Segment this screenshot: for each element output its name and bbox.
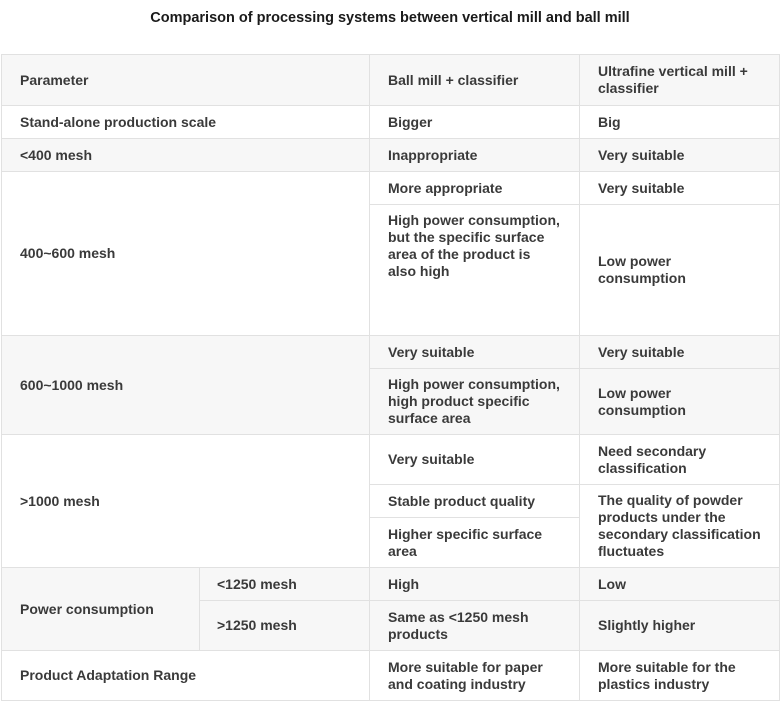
row-label: Power consumption xyxy=(2,568,200,651)
table-row xyxy=(2,568,780,601)
header-ball-mill: Ball mill + classifier xyxy=(370,55,580,106)
ball-mill-cell: More appropriate xyxy=(370,172,580,205)
comparison-table xyxy=(1,54,780,701)
row-label: >1000 mesh xyxy=(2,435,370,568)
vertical-mill-cell: Big xyxy=(580,106,780,139)
ball-mill-cell: Very suitable xyxy=(370,435,580,485)
table-row xyxy=(2,435,780,485)
ball-mill-cell: Bigger xyxy=(370,106,580,139)
ball-mill-cell: Same as <1250 mesh products xyxy=(370,601,580,651)
row-label: Stand-alone production scale xyxy=(2,106,370,139)
header-parameter: Parameter xyxy=(2,55,370,106)
row-sublabel: >1250 mesh xyxy=(200,601,370,651)
ball-mill-cell: Higher specific surface area xyxy=(370,518,580,568)
vertical-mill-cell: Very suitable xyxy=(580,336,780,369)
ball-mill-cell: Inappropriate xyxy=(370,139,580,172)
ball-mill-cell: High xyxy=(370,568,580,601)
ball-mill-cell: Very suitable xyxy=(370,336,580,369)
ball-mill-cell: High power consumption, high product specific surface area xyxy=(370,369,580,435)
row-label: <400 mesh xyxy=(2,139,370,172)
table-row xyxy=(2,651,780,701)
vertical-mill-cell: Low xyxy=(580,568,780,601)
row-label: 600~1000 mesh xyxy=(2,336,370,435)
table-row xyxy=(2,336,780,369)
vertical-mill-cell: Low power consumption xyxy=(580,205,780,336)
row-label: Product Adaptation Range xyxy=(2,651,370,701)
table-row xyxy=(2,139,780,172)
vertical-mill-cell: Need secondary classification xyxy=(580,435,780,485)
vertical-mill-cell: Low power consumption xyxy=(580,369,780,435)
row-label: 400~600 mesh xyxy=(2,172,370,336)
vertical-mill-cell: Very suitable xyxy=(580,139,780,172)
ball-mill-cell: Stable product quality xyxy=(370,485,580,518)
header-vertical-mill: Ultrafine vertical mill + classifier xyxy=(580,55,780,106)
vertical-mill-cell: Slightly higher xyxy=(580,601,780,651)
row-sublabel: <1250 mesh xyxy=(200,568,370,601)
ball-mill-cell: More suitable for paper and coating industry xyxy=(370,651,580,701)
vertical-mill-cell: Very suitable xyxy=(580,172,780,205)
vertical-mill-cell: More suitable for the plastics industry xyxy=(580,651,780,701)
table-row xyxy=(2,172,780,205)
table-row xyxy=(2,106,780,139)
vertical-mill-cell: The quality of powder products under the secondary classification fluctuates xyxy=(580,485,780,568)
table-header-row xyxy=(2,55,780,106)
page-title: Comparison of processing systems between vertical mill and ball mill xyxy=(150,10,630,26)
ball-mill-cell: High power consumption, but the specific surface area of the product is also high xyxy=(370,205,580,336)
